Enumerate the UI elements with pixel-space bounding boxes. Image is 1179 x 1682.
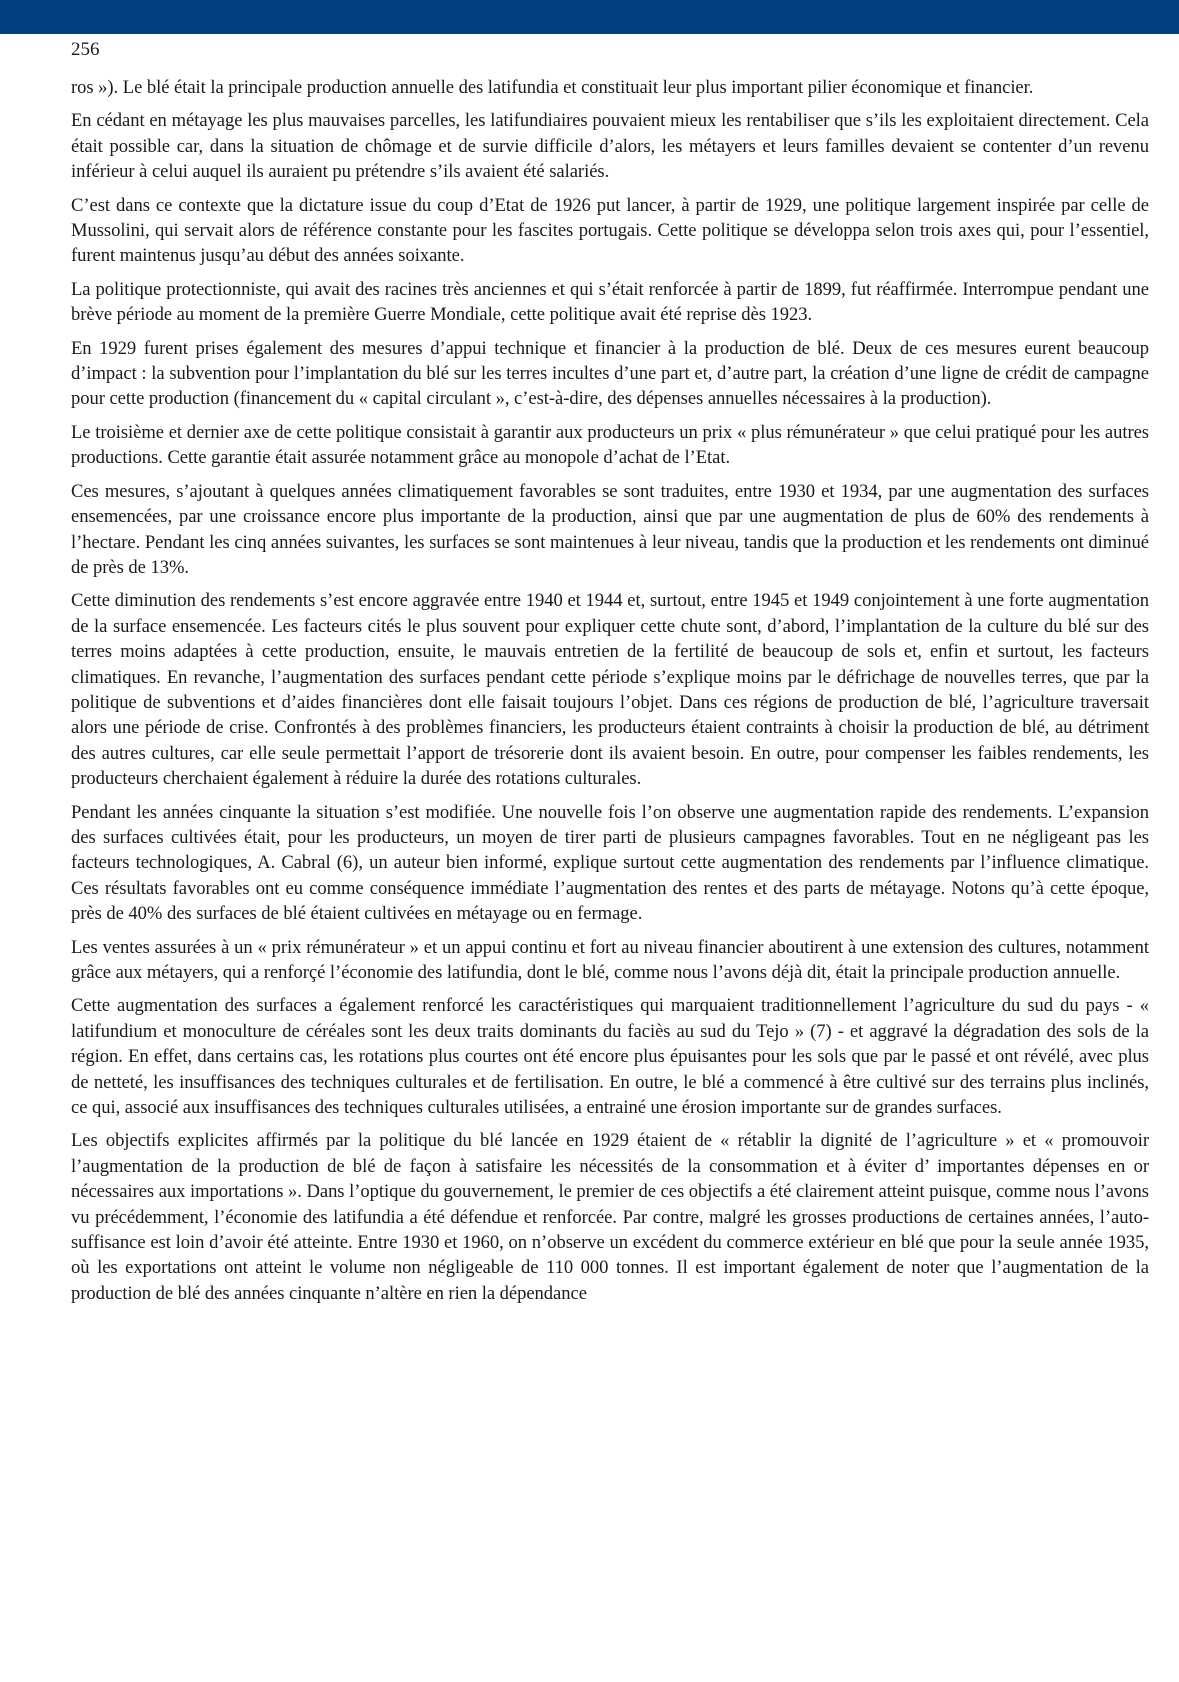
paragraph-7: Ces mesures, s’ajoutant à quelques années climatiquement favorables se sont traduites, entre 1930 et 1934, par une augmentation des surfaces ensemencées, par une croissance encore plus importante de la production, ainsi que par une augmentation de plus de 60% des rendements à l’hectare. Pendant les cinq années suivantes, les surfaces se sont maintenues à leur niveau, tandis que la production et les rendements ont diminué de près de 13%. [71,480,1149,578]
paragraph-8: Cette diminution des rendements s’est encore aggravée entre 1940 et 1944 et, surtout, entre 1945 et 1949 conjointement à une forte augmentation de la surface ensemencée. Les facteurs cités le plus souvent pour expliquer cette chute sont, d’abord, l’implantation de la culture du blé sur des terres moins adaptées à cette production, ensuite, le mauvais entretien de la fertilité de beaucoup de sols et, enfin et surtout, les facteurs climatiques. En revanche, l’augmentation des surfaces pendant cette période s’explique moins par le défrichage de nouvelles terres, que par la politique de subventions et d’aides financières dont elle faisait toujours l’objet. Dans ces régions de production de blé, l’agriculture traversait alors une période de crise. Confrontés à des problèmes financiers, les producteurs étaient contraints à choisir la production de blé, au détriment des autres cultures, car elle seule permettait l’apport de trésorerie dont ils avaient besoin. En outre, pour compenser les faibles rendements, les producteurs cherchaient également à réduire la durée des rotations culturales. [71,590,1149,790]
paragraph-6: Le troisième et dernier axe de cette politique consistait à garantir aux producteurs un prix « plus rémunérateur » que celui pratiqué pour les autres productions. Cette garantie était assurée notamment grâce au monopole d’achat de l’Etat. [71,421,1149,469]
paragraph-1: ros »). Le blé était la principale production annuelle des latifundia et constituait leur plus important pilier économique et financier. [71,77,1034,98]
page-number: 256 [71,39,100,60]
paragraph-12: Les objectifs explicites affirmés par la politique du blé lancée en 1929 étaient de « rétablir la dignité de l’agriculture » et « promouvoir l’augmentation de la production de blé de façon à satisfaire les nécessités de la consommation et à éviter d’ importantes dépenses en or nécessaires aux importations ». Dans l’optique du gouvernement, le premier de ces objectifs a été clairement atteint puisque, comme nous l’avons vu précédemment, l’économie des latifundia a été défendue et renforcée. Par contre, malgré les grosses productions de certaines années, l’auto-suffisance est loin d’avoir été atteinte. Entre 1930 et 1960, on n’observe un excédent du commerce extérieur en blé que pour la seule année 1935, où les exportations ont atteint le volume non négligeable de 110 000 tonnes. Il est important également de noter que l’augmentation de la production de blé des années cinquante n’altère en rien la dépendance [71,1130,1149,1304]
paragraph-11: Cette augmentation des surfaces a également renforcé les caractéristiques qui marquaient traditionnellement l’agriculture du sud du pays - « latifundium et monoculture de céréales sont les deux traits dominants du faciès au sud du Tejo » (7) - et aggravé la dégradation des sols de la région. En effet, dans certains cas, les rotations plus courtes ont été encore plus épuisantes pour les sols que par le passé et ont révélé, avec plus de netteté, les insuffisances des techniques culturales et de fertilisation. En outre, le blé a commencé à être cultivé sur des terrains plus inclinés, ce qui, associé aux insuffisances des techniques culturales utilisées, a entrainé une érosion importante sur de grandes surfaces. [71,995,1149,1119]
paragraph-3: C’est dans ce contexte que la dictature issue du coup d’Etat de 1926 put lancer, à partir de 1929, une politique largement inspirée par celle de Mussolini, qui servait alors de référence constante pour les fascites portugais. Cette politique se développa selon trois axes qui, pour l’essentiel, furent maintenus jusqu’au début des années soixante. [71,194,1149,267]
document-body [71,75,1149,1314]
paragraph-4: La politique protectionniste, qui avait des racines très anciennes et qui s’était renforcée à partir de 1899, fut réaffirmée. Interrompue pendant une brève période au moment de la première Guerre Mondiale, cette politique avait été reprise dès 1923. [71,278,1149,326]
paragraph-5: En 1929 furent prises également des mesures d’appui technique et financier à la production de blé. Deux de ces mesures eurent beaucoup d’impact : la subvention pour l’implantation du blé sur les terres incultes d’une part et, d’autre part, la création d’une ligne de crédit de campagne pour cette production (financement du « capital circulant », c’est-à-dire, des dépenses annuelles nécessaires à la production). [71,337,1149,410]
paragraph-10: Les ventes assurées à un « prix rémunérateur » et un appui continu et fort au niveau financier aboutirent à une extension des cultures, notamment grâce aux métayers, qui a renforçé l’économie des latifundia, dont le blé, comme nous l’avons déjà dit, était la principale production annuelle. [71,936,1149,983]
paragraph-9: Pendant les années cinquante la situation s’est modifiée. Une nouvelle fois l’on observe une augmentation rapide des rendements. L’expansion des surfaces cultivées était, pour les producteurs, un moyen de tirer parti de plusieurs campagnes favorables. Tout en ne négligeant pas les facteurs technologiques, A. Cabral (6), un auteur bien informé, explique surtout cette augmentation des rendements par l’influence climatique. Ces résultats favorables ont eu comme conséquence immédiate l’augmentation des rentes et des parts de métayage. Notons qu’à cette époque, près de 40% des surfaces de blé étaient cultivées en métayage ou en fermage. [71,801,1149,925]
header-bar [0,0,1179,34]
paragraph-2: En cédant en métayage les plus mauvaises parcelles, les latifundiaires pouvaient mieux les rentabiliser que s’ils les exploitaient directement. Cela était possible car, dans la situation de chômage et de survie difficile d’alors, les métayers et leurs familles devaient se contenter d’un revenu inférieur à celui auquel ils auraient pu prétendre s’ils avaient été salariés. [71,110,1149,183]
